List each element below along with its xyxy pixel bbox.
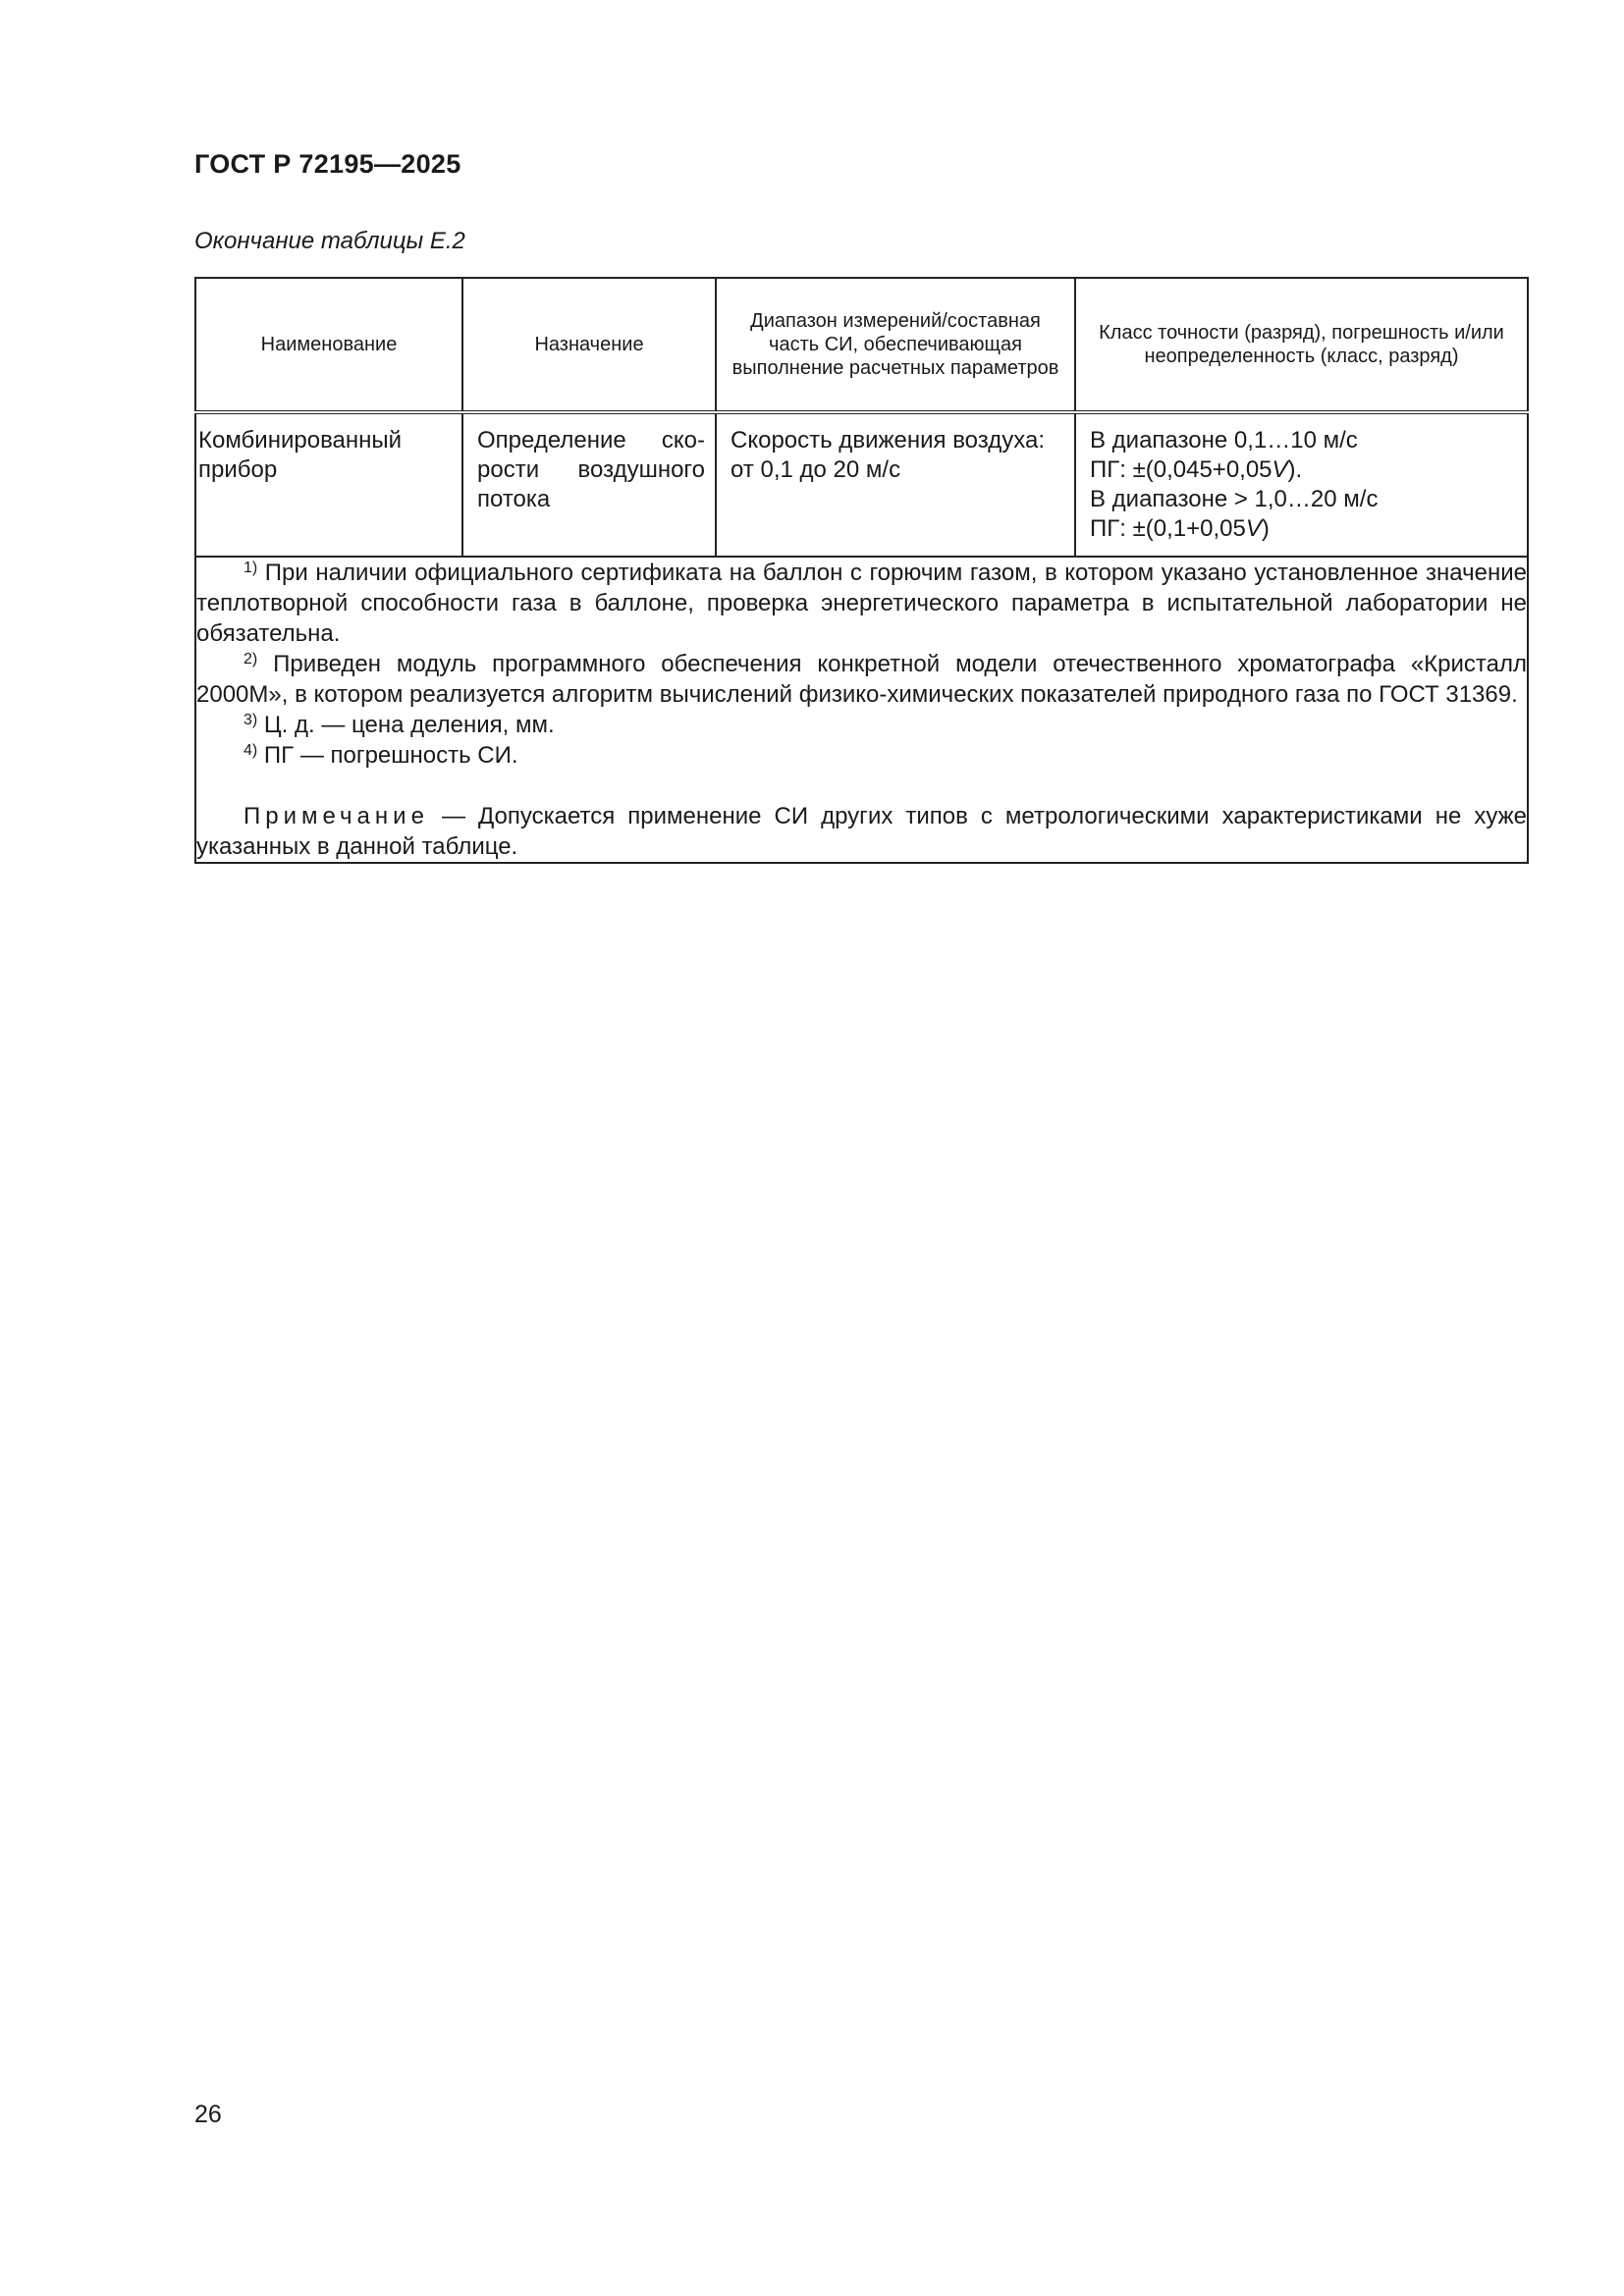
cell-accuracy-line: В диапазоне > 1,0…20 м/с <box>1090 486 1379 512</box>
footnote <box>196 740 1527 771</box>
cell-range-line: от 0,1 до 20 м/с <box>731 456 901 483</box>
column-header-range: Диапазон измерений/составная часть СИ, обеспечивающая выполнение расчетных параметров <box>716 278 1075 412</box>
footnote-mark: 3) <box>244 712 258 728</box>
footnote <box>196 710 1527 740</box>
cell-accuracy-line <box>1090 514 1517 544</box>
note-text: — Допускается применение СИ других типов с метрологическими характеристиками не хуже указанных в данной таблице. <box>196 803 1527 860</box>
footnote-text: Ц. д. — цена деления, мм. <box>257 712 555 738</box>
cell-name <box>195 412 462 557</box>
page-number: 26 <box>194 2101 222 2128</box>
cell-accuracy-line: В диапазоне 0,1…10 м/с <box>1090 427 1358 454</box>
table-caption: Окончание таблицы Е.2 <box>194 228 465 254</box>
table-note <box>196 801 1527 862</box>
cell-purpose-line: Определение ско- <box>477 427 705 454</box>
accuracy-text: ). <box>1287 456 1303 483</box>
cell-accuracy <box>1075 412 1528 557</box>
footnote-mark: 2) <box>244 651 258 667</box>
column-header-name: Наименование <box>195 278 462 412</box>
cell-purpose-line: рости воздушного <box>477 456 705 483</box>
variable-v: V <box>1245 515 1262 542</box>
specs-table <box>194 277 1529 864</box>
variable-v: V <box>1272 456 1288 483</box>
accuracy-text: ПГ: ±(0,045+0,05 <box>1090 456 1272 483</box>
footnote <box>196 649 1527 710</box>
accuracy-text: ПГ: ±(0,1+0,05 <box>1090 515 1246 542</box>
cell-range-line: Скорость движения воздуха: <box>731 427 1045 454</box>
column-header-purpose: Назначение <box>462 278 716 412</box>
cell-range <box>716 412 1075 557</box>
footnote-text: При наличии официального сертификата на баллон с горючим газом, в котором указано установленное значение теплотворной способности газа в баллоне, проверка энергетического параметра в испытательной лаборатории не обязательна. <box>196 560 1527 647</box>
footnote-text: Приведен модуль программного обеспечения конкретной модели отечественного хроматографа «Кристалл 2000М», в котором реализуется алгоритм вычислений физико-химических показателей природного газа по ГОСТ 31369. <box>196 651 1527 708</box>
cell-name-line: прибор <box>198 456 278 483</box>
footnote-text: ПГ — погрешность СИ. <box>257 742 518 769</box>
note-label: Примечание <box>244 803 429 829</box>
footnote-mark: 1) <box>244 560 258 576</box>
footnotes-cell <box>195 557 1528 863</box>
cell-purpose-line: потока <box>477 486 551 512</box>
column-header-accuracy: Класс точности (разряд), погрешность и/или неопределенность (класс, разряд) <box>1075 278 1528 412</box>
table-row <box>195 412 1528 557</box>
document-code: ГОСТ Р 72195—2025 <box>194 149 461 179</box>
cell-accuracy-line <box>1090 455 1517 485</box>
footnotes-row <box>195 557 1528 863</box>
footnote <box>196 558 1527 649</box>
footnote-mark: 4) <box>244 742 258 759</box>
accuracy-text: ) <box>1261 515 1270 542</box>
cell-purpose <box>462 412 716 557</box>
table-header-row <box>195 278 1528 412</box>
cell-name-line: Комбинированный <box>198 427 403 454</box>
